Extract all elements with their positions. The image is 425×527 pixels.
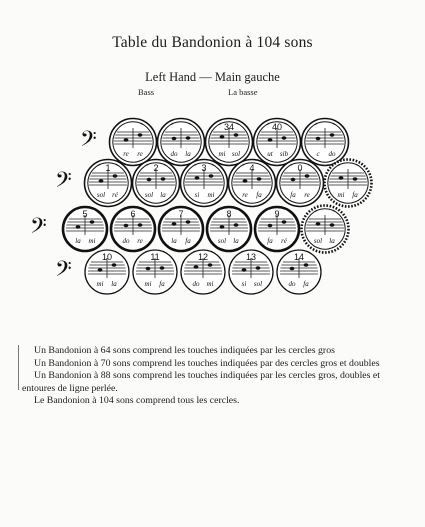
key-circle (133, 250, 177, 294)
key-number: 34 (223, 122, 235, 132)
note-head (147, 178, 152, 181)
key-number: 1 (105, 163, 111, 173)
note-name-left: mi (218, 150, 226, 158)
bass-clef-icon: 𝄢 (80, 127, 97, 157)
note-head (242, 268, 247, 271)
note-head (172, 222, 177, 225)
note-name-right: la (329, 237, 335, 245)
note-head (353, 177, 358, 180)
note-head (268, 224, 273, 227)
key-circle (63, 207, 107, 251)
key-circle (159, 207, 203, 251)
note-name-right: mi (88, 237, 96, 245)
note-name-left: sol (217, 237, 227, 245)
key-row (80, 119, 349, 166)
note-head (160, 266, 165, 269)
note-head (124, 138, 129, 141)
key-number: 4 (249, 163, 255, 173)
key-circle (85, 160, 132, 207)
note-head (234, 223, 239, 226)
note-name-right: mi (206, 280, 214, 288)
note-head (282, 220, 287, 223)
note-head (316, 222, 321, 225)
subtitle-bass-label: Bass (138, 87, 155, 97)
note-name-left: do (122, 237, 130, 245)
margin-rule (18, 345, 19, 390)
note-name-right: ré (112, 191, 118, 199)
paragraph-88: Un Bandonion à 88 sons comprend les touches indiquées par les cercles gros, doubles et entoures de ligne perlée. (22, 370, 380, 394)
key-circle (206, 119, 253, 166)
key-circle (229, 250, 273, 294)
key-number: 11 (150, 252, 160, 262)
note-name-left: la (171, 237, 177, 245)
bass-clef-icon: 𝄢 (55, 257, 72, 287)
key-number: 13 (245, 252, 257, 262)
note-name-left: re (242, 191, 248, 199)
note-name-right: re (304, 191, 310, 199)
note-name-right: fa (352, 191, 358, 199)
note-head (220, 135, 225, 138)
note-head (112, 263, 117, 266)
key-circle (277, 250, 321, 294)
note-name-left: do (192, 280, 200, 288)
page-title: Table du Bandonion à 104 sons (112, 34, 313, 51)
key-number: 0 (297, 163, 303, 173)
note-head (330, 223, 335, 226)
note-name-right: sib (279, 150, 289, 158)
note-name-left: do (170, 150, 178, 158)
key-circle (110, 119, 157, 166)
key-circle (207, 207, 251, 251)
note-name-right: mi (207, 191, 215, 199)
note-head (138, 223, 143, 226)
note-name-right: fa (159, 280, 165, 288)
key-circle (133, 160, 180, 207)
note-name-right: ré (281, 237, 287, 245)
key-circle (229, 160, 276, 207)
note-head (76, 225, 81, 228)
note-name-left: fa (290, 191, 296, 199)
key-number: 5 (82, 209, 88, 219)
note-head (257, 177, 262, 180)
note-name-left: sol (313, 237, 323, 245)
note-head (90, 220, 95, 223)
key-circle (181, 250, 225, 294)
note-head (208, 263, 213, 266)
note-name-right: sol (253, 280, 263, 288)
note-head (98, 268, 103, 271)
note-head (172, 137, 177, 140)
note-name-left: do (288, 280, 296, 288)
subtitle-basse-label: La basse (228, 87, 258, 97)
note-name-right: fa (303, 280, 309, 288)
paragraph-70: Un Bandonion à 70 sons comprend les touches indiquées par des cercles gros et doubles (34, 357, 380, 369)
note-name-left: c (316, 150, 320, 158)
note-name-left: re (123, 150, 129, 158)
note-name-right: la (111, 280, 117, 288)
note-head (138, 133, 143, 136)
note-head (209, 174, 214, 177)
note-head (186, 220, 191, 223)
note-head (194, 265, 199, 268)
note-name-left: la (75, 237, 81, 245)
note-name-left: si (241, 280, 247, 288)
note-head (234, 133, 239, 136)
key-number: 9 (274, 209, 280, 219)
key-circle (254, 119, 301, 166)
key-number: 14 (293, 252, 305, 262)
note-head (99, 179, 104, 182)
note-head (290, 267, 295, 270)
note-head (146, 267, 151, 270)
key-circle (158, 119, 205, 166)
note-head (124, 224, 129, 227)
note-head (304, 263, 309, 266)
key-circle (181, 160, 228, 207)
paragraph-64: Un Bandonion à 64 sons comprend les touches indiquées par les cercles gros (34, 345, 335, 356)
key-circle (255, 207, 299, 251)
key-row (30, 206, 349, 253)
key-row (55, 160, 372, 207)
note-name-right: re (137, 237, 143, 245)
bass-clef-icon: 𝄢 (55, 168, 72, 198)
note-name-left: mi (144, 280, 152, 288)
note-name-left: ut (267, 150, 273, 158)
key-circle (302, 206, 349, 253)
note-head (161, 177, 166, 180)
note-head (291, 178, 296, 181)
note-name-right: fa (256, 191, 262, 199)
note-name-left: mi (337, 191, 345, 199)
note-name-left: sol (144, 191, 154, 199)
key-circle (325, 160, 372, 207)
bass-clef-icon: 𝄢 (30, 214, 47, 244)
note-name-left: sol (96, 191, 106, 199)
note-name-right: la (233, 237, 239, 245)
note-head (220, 225, 225, 228)
note-name-right: re (137, 150, 143, 158)
note-head (243, 179, 248, 182)
key-circle (111, 207, 155, 251)
note-head (305, 174, 310, 177)
key-row (55, 250, 321, 294)
note-head (339, 176, 344, 179)
note-head (256, 266, 261, 269)
key-circle (277, 160, 324, 207)
key-number: 10 (101, 252, 113, 262)
key-number: 3 (201, 163, 207, 173)
note-name-left: si (194, 191, 200, 199)
description (22, 345, 380, 408)
note-name-right: do (328, 150, 336, 158)
note-name-left: fa (267, 237, 273, 245)
note-head (330, 133, 335, 136)
key-circle (85, 250, 129, 294)
key-circle (302, 119, 349, 166)
paragraph-104: Le Bandonion à 104 sons comprend tous les cercles. (34, 395, 240, 407)
key-number: 12 (197, 252, 209, 262)
note-head (186, 136, 191, 139)
note-name-right: la (185, 150, 191, 158)
note-head (268, 138, 273, 141)
key-number: 40 (271, 122, 283, 132)
note-head (316, 137, 321, 140)
note-name-right: la (160, 191, 166, 199)
note-name-left: mi (96, 280, 104, 288)
key-number: 8 (226, 209, 232, 219)
note-head (195, 176, 200, 179)
key-number: 7 (178, 209, 184, 219)
key-number: 2 (153, 163, 159, 173)
section-subtitle: Left Hand — Main gauche (145, 70, 280, 84)
note-head (113, 174, 118, 177)
note-name-right: sol (231, 150, 241, 158)
key-number: 6 (130, 209, 136, 219)
note-name-right: fa (185, 237, 191, 245)
note-head (282, 136, 287, 139)
